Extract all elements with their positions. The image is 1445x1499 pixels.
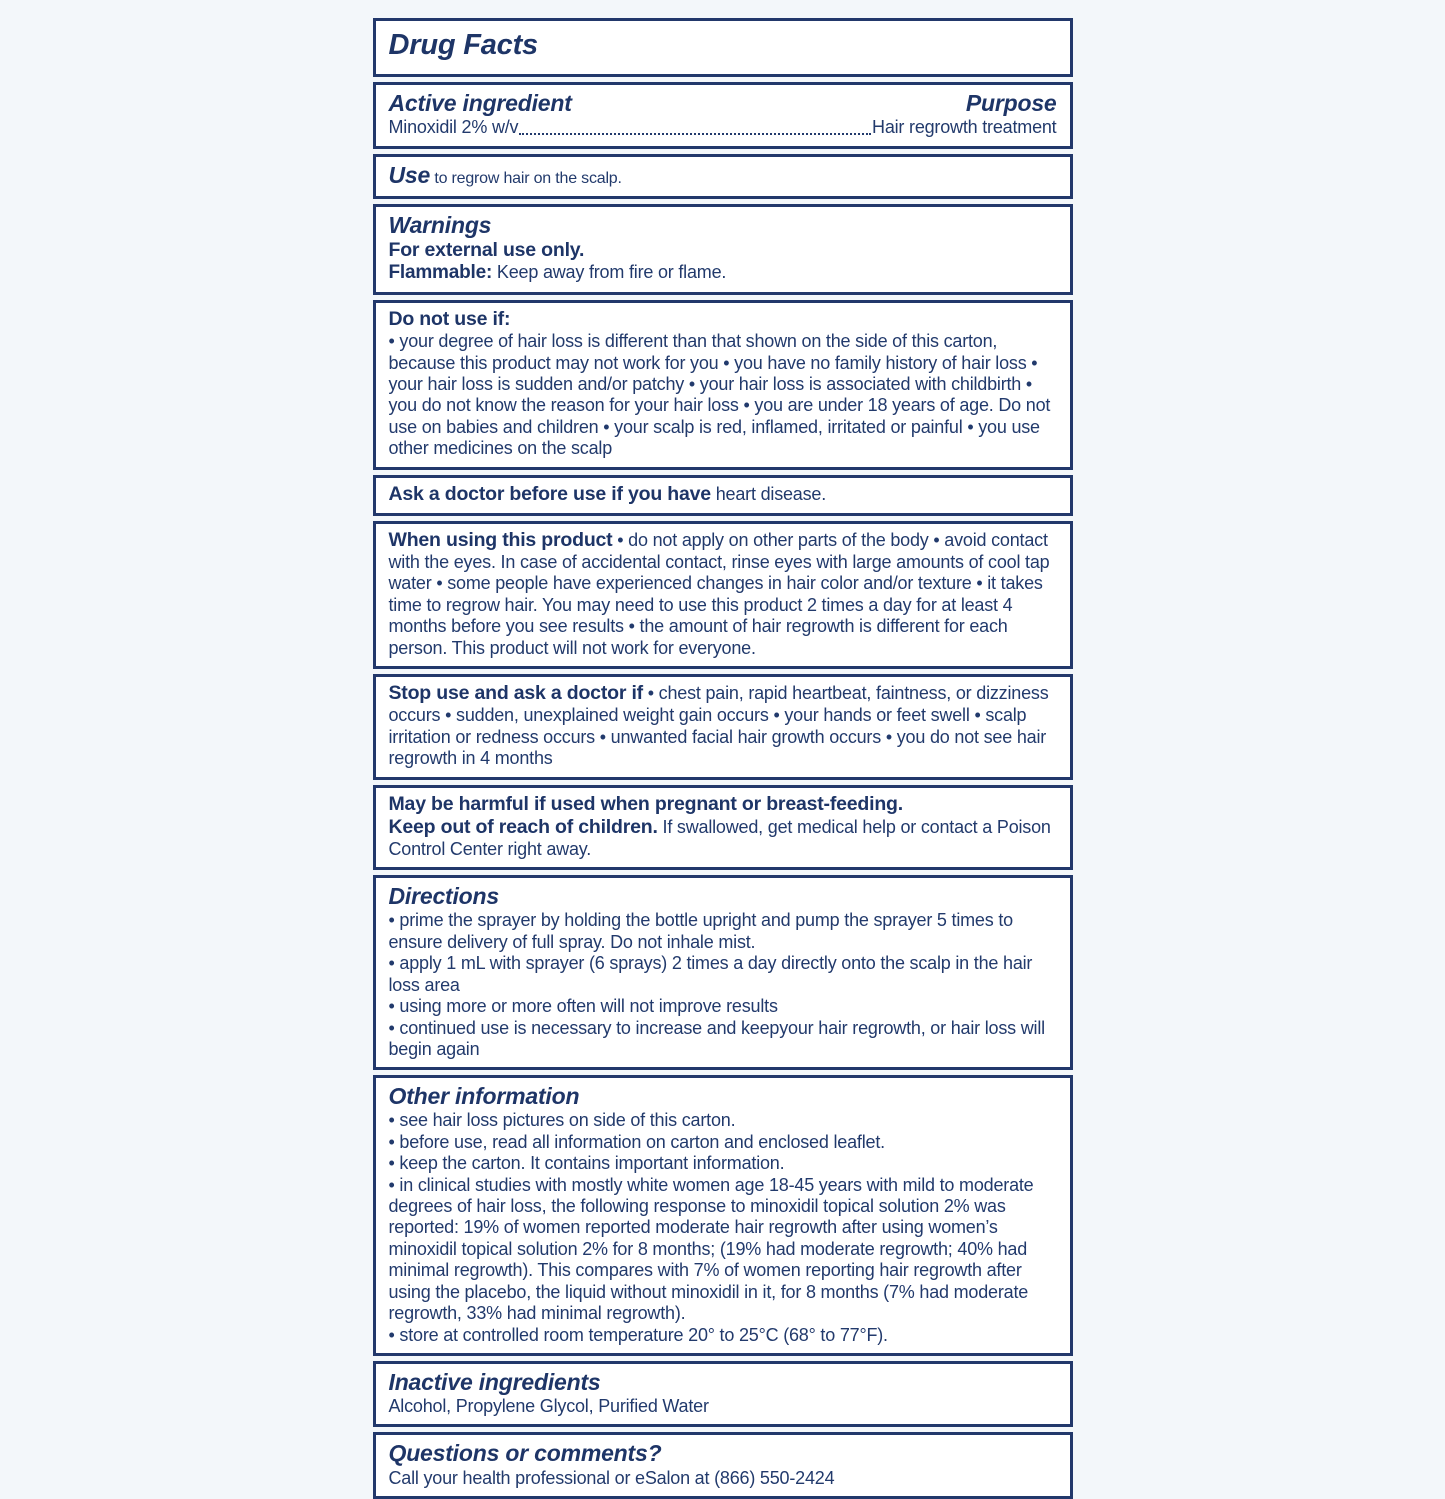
questions-text: Call your health professional or eSalon at (866) 550-2424 <box>388 1467 835 1488</box>
inactive-ingredients-heading: Inactive ingredients <box>388 1368 601 1395</box>
do-not-use-heading: Do not use if: <box>388 308 511 331</box>
when-using-text: • do not apply on other parts of the body • avoid contact with the eyes. In case of accidental contact, rinse eyes with large amounts of cool tap water • some people have experienced changes in hair color and/or texture • it takes time to regrow hair. You may need to use this product 2 times a day for at least 4 months before you see results • the amount of hair regrowth is different for each person. This product will not work for everyone. <box>388 529 1050 658</box>
other-information-heading: Other information <box>388 1083 580 1110</box>
other-information-bullet: • see hair loss pictures on side of this carton. <box>388 1110 736 1131</box>
questions-heading: Questions or comments? <box>388 1440 662 1467</box>
keep-out-of-reach-bold: Keep out of reach of children. <box>388 815 658 838</box>
stop-use-bold: Stop use and ask a doctor if <box>388 682 643 705</box>
do-not-use-body: • your degree of hair loss is different than that shown on the side of this carton, because this product may not work for you • you have no family history of hair loss • your hair loss is sudden and/or patchy • your hair loss is associated with childbirth • you do not know the reason for your hair loss • you are under 18 years of age. Do not use on babies and children • your scalp is red, inflamed, irritated or painful • you use other medicines on the scalp <box>388 331 1051 459</box>
warnings-external-line <box>389 239 1057 262</box>
directions-heading: Directions <box>388 883 499 910</box>
drug-facts-title: Drug Facts <box>388 29 538 61</box>
ask-doctor-text: heart disease. <box>715 483 827 504</box>
directions-bullet: • apply 1 mL with sprayer (6 sprays) 2 times a day directly onto the scalp in the hair loss area <box>388 953 1033 995</box>
when-using-paragraph <box>389 529 1057 659</box>
section-inactive-ingredients <box>373 1361 1073 1428</box>
other-information-bullet: • store at controlled room temperature 20° to 25°C (68° to 77°F). <box>388 1324 888 1345</box>
ask-doctor-line <box>389 483 1057 506</box>
section-drug-facts-title <box>373 18 1073 77</box>
warnings-flammable-line <box>389 262 1057 285</box>
section-stop-use <box>373 674 1073 779</box>
directions-bullet: • continued use is necessary to increase and keepyour hair regrowth, or hair loss will begin again <box>388 1017 1045 1059</box>
pregnancy-line <box>389 793 1057 816</box>
stop-use-paragraph <box>389 682 1057 769</box>
warnings-external-text: For external use only. <box>388 239 585 262</box>
keep-out-of-reach-text: If swallowed, get medical help or contact a Poison Control Center right away. <box>388 816 1051 859</box>
stop-use-text: • chest pain, rapid heartbeat, faintness, or dizziness occurs • sudden, unexplained weight gain occurs • your hands or feet swell • scalp irritation or redness occurs • unwanted facial hair growth occurs • you do not see hair regrowth in 4 months <box>388 683 1049 769</box>
other-information-bullet: • in clinical studies with mostly white women age 18-45 years with mild to moderate degrees of hair loss, the following response to minoxidil topical solution 2% was reported: 19% of women reported moderate hair regrowth after using women’s minoxidil topical solution 2% for 8 months; (19% had moderate regrowth; 40% had minimal regrowth). This compares with 7% of women reporting hair regrowth after using the placebo, the liquid without minoxidil in it, for 8 months (7% had moderate regrowth, 33% had minimal regrowth). <box>388 1174 1034 1324</box>
section-when-using <box>373 521 1073 669</box>
section-directions <box>373 875 1073 1070</box>
purpose-value: Hair regrowth treatment <box>872 117 1057 138</box>
section-questions <box>373 1432 1073 1499</box>
warnings-flammable-text: Keep away from fire or flame. <box>496 262 727 283</box>
active-ingredient-heading: Active ingredient <box>388 89 572 116</box>
purpose-heading: Purpose <box>965 89 1057 116</box>
pregnancy-bold: May be harmful if used when pregnant or breast-feeding. <box>388 792 903 815</box>
section-active-ingredient <box>373 82 1073 149</box>
directions-bullet: • using more or more often will not improve results <box>388 996 778 1017</box>
active-ingredient-header-row <box>389 90 1057 117</box>
other-information-bullet: • before use, read all information on carton and enclosed leaflet. <box>388 1131 885 1152</box>
section-use <box>373 154 1073 199</box>
drug-facts-label <box>373 0 1073 1499</box>
directions-bullet: • prime the sprayer by holding the bottle upright and pump the sprayer 5 times to ensure delivery of full spray. Do not inhale mist. <box>388 910 1013 952</box>
active-ingredient-name: Minoxidil 2% w/v <box>388 117 519 138</box>
section-do-not-use <box>373 300 1073 470</box>
active-ingredient-row <box>389 117 1057 139</box>
ask-doctor-bold: Ask a doctor before use if you have <box>388 482 711 505</box>
section-ask-doctor <box>373 475 1073 516</box>
other-information-bullet: • keep the carton. It contains important information. <box>388 1153 785 1174</box>
do-not-use-heading-line <box>389 308 1057 331</box>
use-text: to regrow hair on the scalp. <box>434 169 622 187</box>
section-other-information <box>373 1075 1073 1356</box>
section-pregnancy-warning <box>373 785 1073 871</box>
section-warnings <box>373 204 1073 295</box>
keep-out-of-reach-line <box>389 816 1057 861</box>
inactive-ingredients-text: Alcohol, Propylene Glycol, Purified Water <box>388 1396 709 1417</box>
warnings-heading: Warnings <box>388 212 492 239</box>
when-using-bold: When using this product <box>388 528 613 551</box>
warnings-flammable-bold: Flammable: <box>388 262 493 284</box>
dot-leader <box>519 133 871 135</box>
use-heading: Use <box>388 161 431 188</box>
